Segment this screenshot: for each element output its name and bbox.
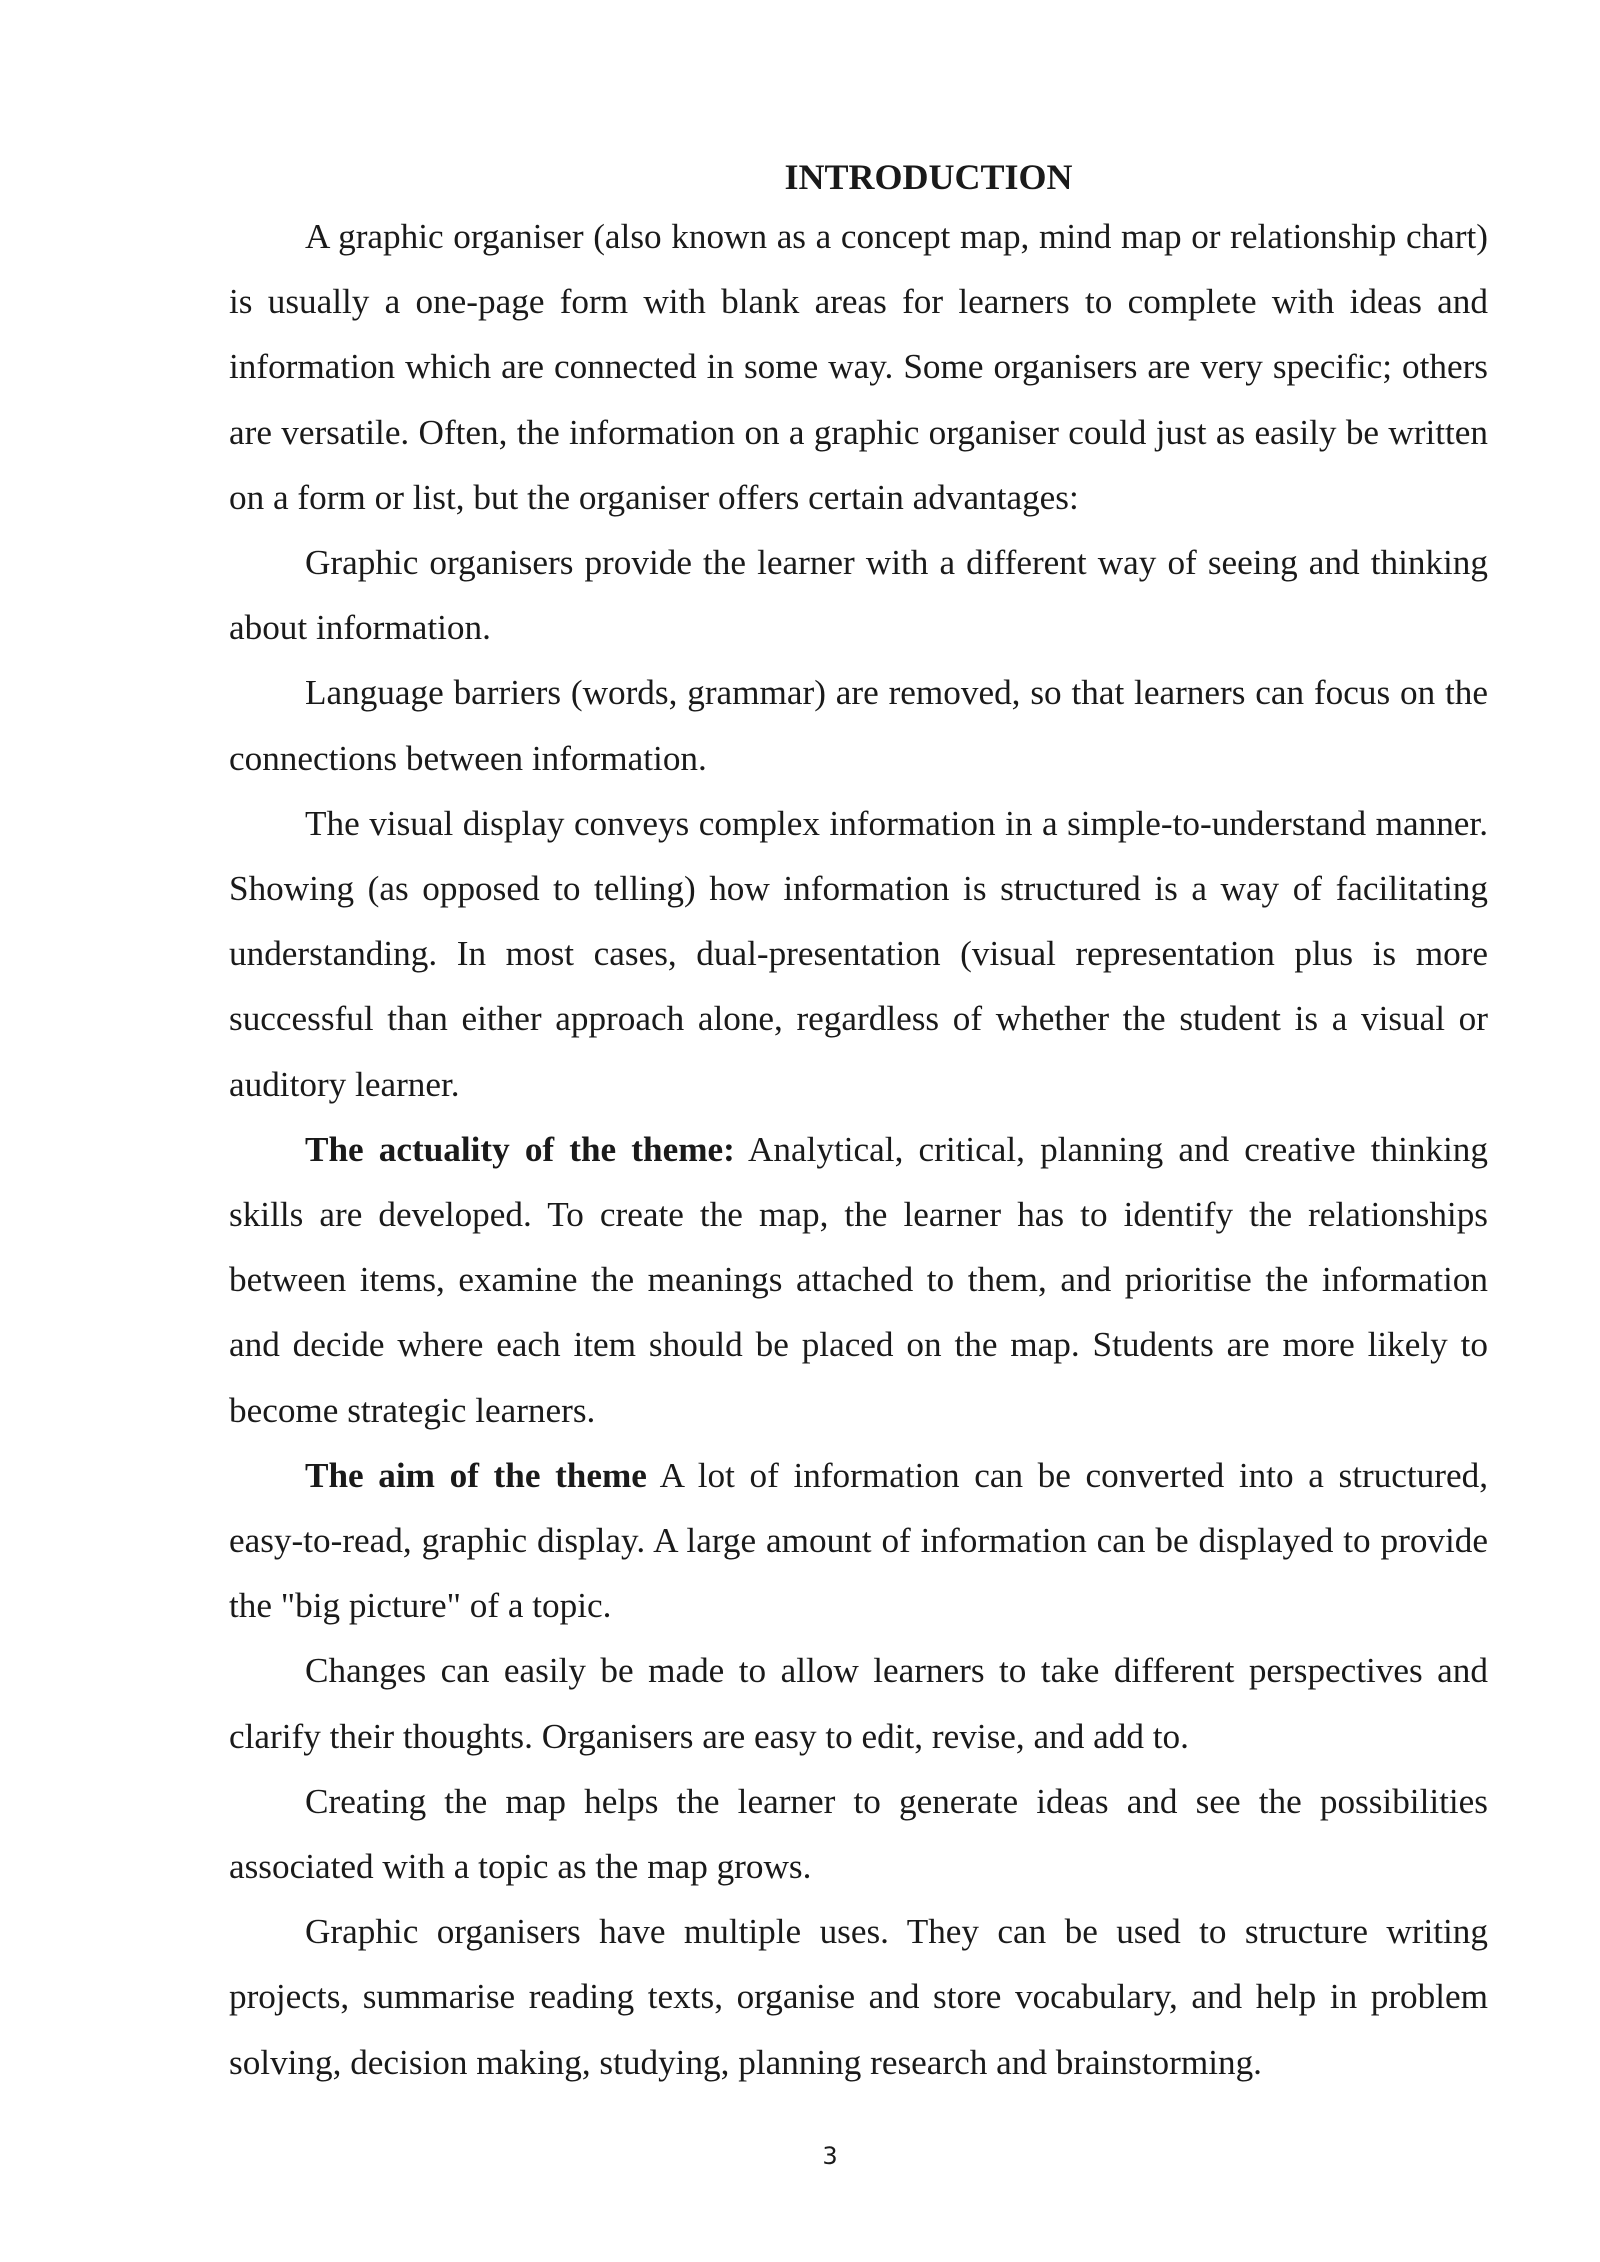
paragraph-actuality bbox=[229, 1117, 1488, 1443]
paragraph-advantage-language bbox=[229, 660, 1488, 790]
paragraph-advantage-visual bbox=[229, 791, 1488, 1117]
page-body bbox=[229, 150, 1488, 2095]
paragraph-text: Analytical, critical, planning and creative thinking skills are developed. To create the map, the learner has to identify the relationships between items, examine the meanings attached to them, and prioritise the information and decide where each item should be placed on the map. Students are more likely to become strategic learners. bbox=[229, 1129, 1488, 1430]
paragraph-creating bbox=[229, 1769, 1488, 1899]
paragraph-text: The visual display conveys complex information in a simple-to-understand manner. Showing (as opposed to telling) how information is structured is a way of facilitating understanding. In most cases, dual-presentation (visual representation plus is more successful than either approach alone, regardless of whether the student is a visual or auditory learner. bbox=[229, 803, 1488, 1104]
paragraph-text: Graphic organisers have multiple uses. They can be used to structure writing projects, summarise reading texts, organise and store vocabulary, and help in problem solving, decision making, studying, planning research and brainstorming. bbox=[229, 1912, 1488, 2082]
page-number: 3 bbox=[822, 2142, 838, 2170]
paragraph-text: Changes can easily be made to allow learners to take different perspectives and clarify their thoughts. Organisers are easy to edit, revise, and add to. bbox=[229, 1651, 1488, 1756]
paragraph-advantage-seeing bbox=[229, 530, 1488, 660]
paragraph-text: Language barriers (words, grammar) are removed, so that learners can focus on the connections between information. bbox=[229, 673, 1488, 778]
paragraph-aim bbox=[229, 1443, 1488, 1639]
paragraph-text: A graphic organiser (also known as a concept map, mind map or relationship chart) is usually a one-page form with blank areas for learners to complete with ideas and information which are connected in some way. Some organisers are very specific; others are versatile. Often, the information on a graphic organiser could just as easily be written on a form or list, but the organiser offers certain advantages: bbox=[229, 217, 1488, 517]
paragraph-lead-aim: The aim of the theme bbox=[305, 1455, 647, 1495]
paragraph-text: Graphic organisers provide the learner with a different way of seeing and thinking about information. bbox=[229, 543, 1488, 648]
page-title: INTRODUCTION bbox=[784, 157, 1073, 197]
paragraph-definition bbox=[229, 204, 1488, 530]
paragraph-lead-actuality: The actuality of the theme: bbox=[305, 1129, 735, 1169]
paragraph-text: Creating the map helps the learner to generate ideas and see the possibilities associated with a topic as the map grows. bbox=[229, 1781, 1488, 1887]
paragraph-uses bbox=[229, 1899, 1488, 2095]
paragraph-changes bbox=[229, 1638, 1488, 1768]
paragraph-text: A lot of information can be converted into a structured, easy-to-read, graphic display. A large amount of information can be displayed to provide the "big picture" of a topic. bbox=[229, 1455, 1489, 1626]
